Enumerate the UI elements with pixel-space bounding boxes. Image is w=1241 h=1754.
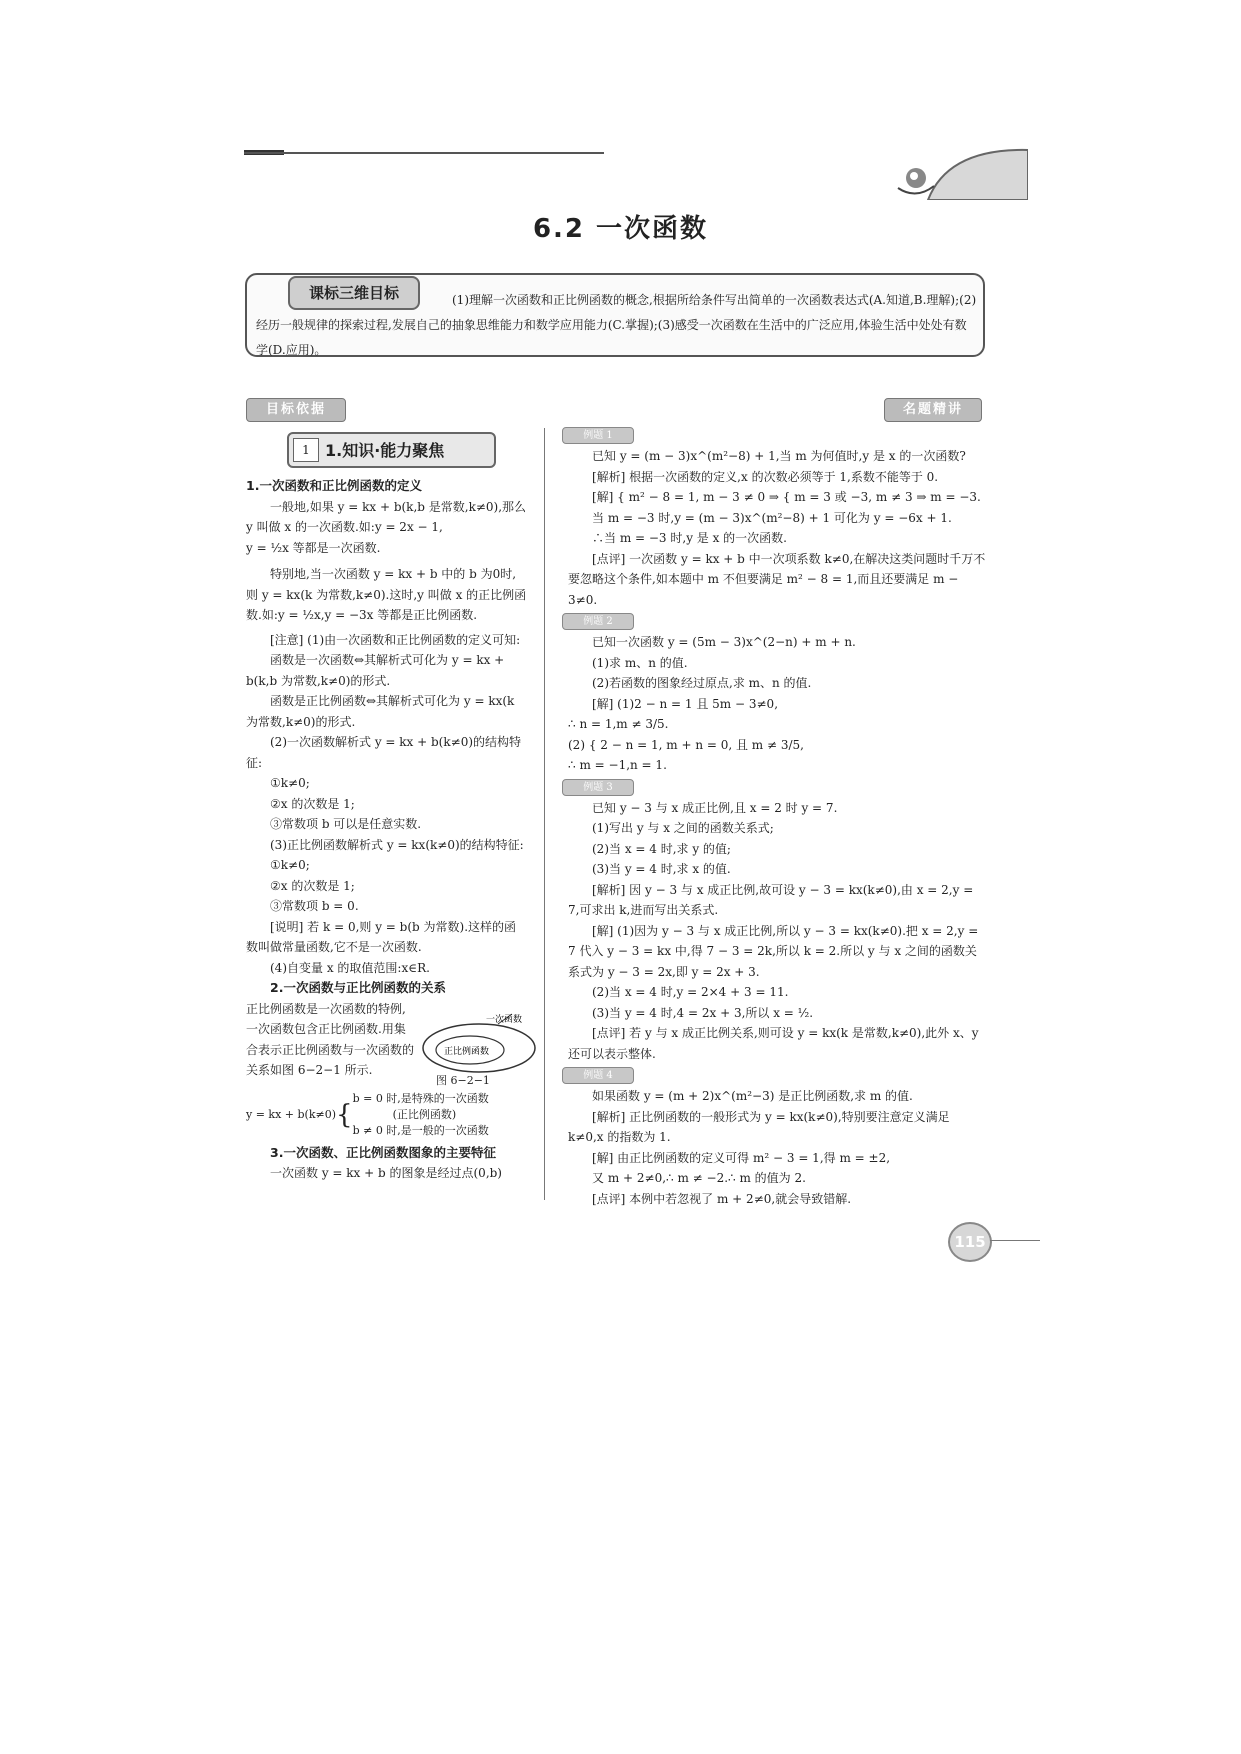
knowledge-title: 1.知识·能力聚焦 [325,441,445,460]
example-subquestion: (1)写出 y 与 x 之间的函数关系式; [592,821,774,835]
example-solution: [解] (1)因为 y − 3 与 x 成正比例,所以 y − 3 = kx(k≠0).把 x = 2,y = 7 代入 y − 3 = kx 中,得 7 − 3 = 2k,所以 k = 2.所以 y 与 x 之间的函数关系式为 y − 3 = 2x,即 y = 2x + 3. [568,923,979,979]
example-solution: ∴ m = −1,n = 1. [568,758,667,772]
case-one-sub: (正比例函数) [392,1107,457,1121]
example-analysis: [解析] 因 y − 3 与 x 成正比例,故可设 y − 3 = kx(k≠0),由 x = 2,y = 7,可求出 k,进而写出关系式. [568,882,974,917]
note-item: ②x 的次数是 1; [270,796,355,811]
explanation: [说明] 若 k = 0,则 y = b(b 为常数).这样的函数叫做常量函数,它不是一次函数. [246,919,517,954]
note-proportional: 函数是正比例函数⇔其解析式可化为 y = kx(k 为常数,k≠0)的形式. [246,694,515,729]
case-one: b = 0 时,是特殊的一次函数 [352,1091,489,1105]
definition-example: y = ½x 等都是一次函数. [246,540,381,555]
example-comment: [点评] 一次函数 y = kx + b 中一次项系数 k≠0,在解决这类问题时千万不要忽略这个条件,如本题中 m 不但要满足 m² − 8 = 1,而且还要满足 m − 3≠0. [568,551,986,607]
example-question: 已知 y = (m − 3)x^(m²−8) + 1,当 m 为何值时,y 是 x 的一次函数? [592,449,966,463]
example-solution: 当 m = −3 时,y = (m − 3)x^(m²−8) + 1 可化为 y = −6x + 1. [592,510,952,525]
example-subquestion: (2)当 x = 4 时,求 y 的值; [592,841,731,856]
case-two: b ≠ 0 时,是一般的一次函数 [352,1123,489,1137]
note-linear: 函数是一次函数⇔其解析式可化为 y = kx + b(k,b 为常数,k≠0)的形式. [246,653,505,688]
example-solution: (3)当 y = 4 时,4 = 2x + 3,所以 x = ½. [592,1005,814,1020]
example-subquestion: (2)若函数的图象经过原点,求 m、n 的值. [592,676,812,690]
section-label-left: 目标依据 [246,398,346,422]
example-subquestion: (3)当 y = 4 时,求 x 的值. [592,862,731,876]
venn-outer-label: 一次函数 [486,1015,523,1025]
header-rule [244,152,604,154]
venn-inner-label: 正比例函数 [444,1047,490,1057]
example-solution: 又 m + 2≠0,∴ m ≠ −2.∴ m 的值为 2. [592,1171,806,1185]
note-item: ①k≠0; [270,776,310,790]
heading-graph-features: 3.一次函数、正比例函数图象的主要特征 [270,1144,496,1160]
example-analysis: [解析] 正比例函数的一般形式为 y = kx(k≠0),特别要注意定义满足 k≠0,x 的指数为 1. [568,1109,950,1144]
note-intro: [注意] (1)由一次函数和正比例函数的定义可知: [270,632,521,647]
note-structure-linear: (2)一次函数解析式 y = kx + b(k≠0)的结构特征: [246,735,522,770]
example-tag: 例题 3 [562,779,634,796]
corner-cartoon-icon [888,148,1028,200]
note-item: ③常数项 b 可以是任意实数. [270,817,422,831]
brace-glyph: { [336,1099,353,1130]
figure-caption: 图 6−2−1 [436,1074,490,1087]
domain-range: (4)自变量 x 的取值范围:x∈R. [270,960,430,975]
goals-text: (1)理解一次函数和正比例函数的概念,根据所给条件写出简单的一次函数表达式(A.知道,B.理解);(2)经历一般规律的探索过程,发展自己的抽象思维能力和数学应用能力(C.掌握);(3)感受一次函数在生活中的广泛应用,体验生活中处处有数学(D.应用)。 [256,293,977,357]
goals-tag: 课标三维目标 [288,276,420,310]
example-question: 已知 y − 3 与 x 成正比例,且 x = 2 时 y = 7. [592,800,838,815]
example-solution: ∴ n = 1,m ≠ 3/5. [568,717,669,731]
example-solution: [解] { m² − 8 = 1, m − 3 ≠ 0 ⇒ { m = 3 或 −3, m ≠ 3 ⇒ m = −3. [592,490,981,504]
section-label-right: 名题精讲 [884,398,982,422]
example-solution: [解] 由正比例函数的定义可得 m² − 3 = 1,得 m = ±2, [592,1150,891,1165]
note-structure-proportional: (3)正比例函数解析式 y = kx(k≠0)的结构特征: [270,837,524,852]
heading-relation: 2.一次函数与正比例函数的关系 [270,980,446,995]
note-item: ③常数项 b = 0. [270,899,359,913]
example-solution: ∴当 m = −3 时,y 是 x 的一次函数. [592,531,788,545]
column-divider [544,428,545,1200]
graph-text: 一次函数 y = kx + b 的图象是经过点(0,b) [270,1166,502,1180]
venn-diagram [420,1012,538,1076]
example-solution: (2) { 2 − n = 1, m + n = 0, 且 m ≠ 3/5, [568,737,804,752]
example-comment: [点评] 若 y 与 x 成正比例关系,则可设 y = kx(k 是常数,k≠0),此外 x、y 还可以表示整体. [568,1026,979,1061]
right-column [568,424,988,1209]
example-subquestion: (1)求 m、n 的值. [592,655,688,670]
proportional-definition: 特别地,当一次函数 y = kx + b 中的 b 为0时,则 y = kx(k 为常数,k≠0).这时,y 叫做 x 的正比例函数.如:y = ½x,y = −3x 等都是正比例函数. [246,567,527,622]
page-number-rule [990,1240,1040,1241]
example-solution: (2)当 x = 4 时,y = 2×4 + 3 = 11. [592,985,789,999]
example-tag: 例题 4 [562,1067,634,1084]
example-comment: [点评] 本例中若忽视了 m + 2≠0,就会导致错解. [592,1191,852,1206]
example-tag: 例题 1 [562,427,634,444]
example-tag: 例题 2 [562,613,634,630]
example-question: 如果函数 y = (m + 2)x^(m²−3) 是正比例函数,求 m 的值. [592,1089,913,1103]
case-block [246,1091,528,1139]
page-title: 6.2 一次函数 [532,214,709,244]
definition-text: 一般地,如果 y = kx + b(k,b 是常数,k≠0),那么 y 叫做 x 的一次函数.如:y = 2x − 1, [246,499,527,534]
knowledge-heading [287,432,496,468]
note-item: ①k≠0; [270,858,310,872]
case-lhs: y = kx + b(k≠0) [246,1107,337,1121]
note-item: ②x 的次数是 1; [270,878,355,893]
example-question: 已知一次函数 y = (5m − 3)x^(2−n) + m + n. [592,635,856,649]
page-number-badge: 115 [948,1222,992,1262]
heading-definition: 1.一次函数和正比例函数的定义 [246,478,422,493]
example-solution: [解] (1)2 − n = 1 且 5m − 3≠0, [592,696,779,711]
relation-text: 正比例函数是一次函数的特例,一次函数包含正比例函数.用集合表示正比例函数与一次函数的关系如图 6−2−1 所示. [246,1001,415,1077]
example-analysis: [解析] 根据一次函数的定义,x 的次数必须等于 1,系数不能等于 0. [592,469,939,484]
book-icon: 1 [293,438,319,462]
